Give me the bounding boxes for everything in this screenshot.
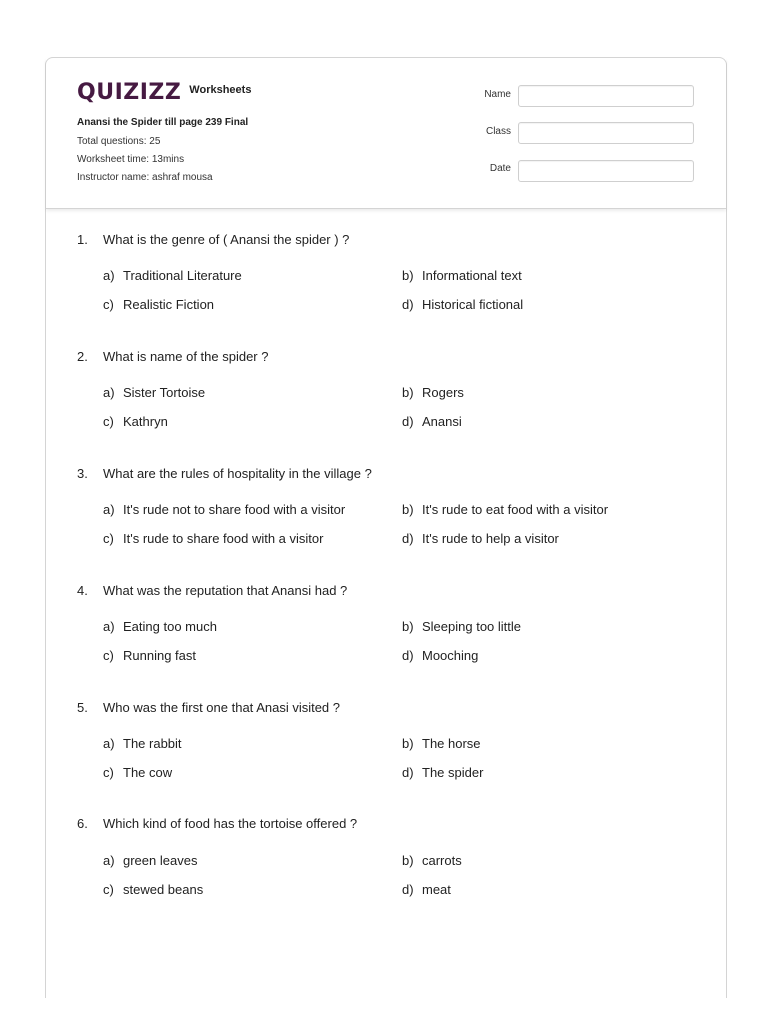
option-b [402,268,522,283]
option-a [103,268,242,283]
option-text: It's rude to share food with a visitor [123,531,324,546]
option-letter: b) [402,502,414,517]
option-text: meat [422,882,451,897]
option-text: Mooching [422,648,479,663]
option-b [402,385,464,400]
option-d [402,297,523,312]
instructor-name: Instructor name: ashraf mousa [77,172,213,183]
option-letter: b) [402,736,414,751]
question-number: 3. [77,466,88,481]
option-letter: d) [402,414,414,429]
option-text: Sleeping too little [422,619,522,634]
name-label: Name [484,89,511,100]
option-a [103,385,205,400]
question-text: Who was the first one that Anasi visited ? [103,700,341,715]
option-letter: d) [402,882,414,897]
option-text: Sister Tortoise [123,385,206,400]
option-d [402,648,478,663]
worksheet-title: Anansi the Spider till page 239 Final [77,117,249,128]
option-text: The spider [422,765,484,780]
option-letter: c) [103,648,114,663]
option-letter: a) [103,619,115,634]
option-letter: c) [103,531,114,546]
option-text: Traditional Literature [123,268,242,283]
option-letter: a) [103,385,115,400]
question-text: What was the reputation that Anansi had ? [103,583,348,598]
option-text: Rogers [422,385,464,400]
class-field[interactable] [518,122,694,144]
option-letter: c) [103,765,114,780]
option-text: Realistic Fiction [123,297,215,312]
option-d [402,414,462,429]
option-text: Anansi [422,414,462,429]
option-letter: a) [103,736,115,751]
option-letter: b) [402,619,414,634]
option-b [402,853,462,868]
brand [77,80,251,105]
option-letter: d) [402,648,414,663]
question-number: 5. [77,700,88,715]
option-letter: b) [402,385,414,400]
option-letter: b) [402,853,414,868]
worksheet-time: Worksheet time: 13mins [77,154,185,165]
worksheet-header [46,58,726,209]
option-letter: c) [103,297,114,312]
option-letter: d) [402,531,414,546]
option-letter: c) [103,882,114,897]
option-c [103,648,196,663]
option-d [402,882,451,897]
option-text: The horse [422,736,481,751]
option-text: Eating too much [123,619,217,634]
name-field[interactable] [518,85,694,107]
question-text: What is name of the spider ? [103,349,269,364]
question-text: Which kind of food has the tortoise offered ? [103,816,358,831]
class-label: Class [485,126,511,137]
option-text: The rabbit [123,736,182,751]
date-field[interactable] [518,160,694,182]
option-text: stewed beans [123,882,204,897]
date-label: Date [489,163,511,174]
option-letter: c) [103,414,114,429]
quizizz-logo: QUIZIZZ [77,80,182,105]
question-number: 4. [77,583,88,598]
option-letter: a) [103,502,115,517]
option-text: Running fast [123,648,196,663]
option-letter: d) [402,765,414,780]
option-text: Kathryn [123,414,168,429]
question-text: What is the genre of ( Anansi the spider ) ? [103,232,350,247]
option-b [402,619,521,634]
question-text: What are the rules of hospitality in the village ? [103,466,372,481]
option-b [402,502,608,517]
option-text: Historical fictional [422,297,524,312]
logo-subtitle: Worksheets [189,83,252,96]
question-number: 1. [77,232,88,247]
option-letter: b) [402,268,414,283]
option-text: It's rude not to share food with a visitor [123,502,346,517]
option-text: green leaves [123,853,198,868]
option-a [103,502,345,517]
option-text: carrots [422,853,462,868]
option-c [103,882,203,897]
option-text: Informational text [422,268,522,283]
option-text: It's rude to help a visitor [422,531,559,546]
option-letter: a) [103,853,115,868]
option-b [402,736,481,751]
option-c [103,765,172,780]
option-letter: a) [103,268,115,283]
option-a [103,853,197,868]
option-c [103,414,168,429]
option-c [103,531,323,546]
option-d [402,765,483,780]
option-text: The cow [123,765,173,780]
option-a [103,619,217,634]
option-a [103,736,182,751]
question-number: 2. [77,349,88,364]
option-c [103,297,214,312]
total-questions: Total questions: 25 [77,136,161,147]
option-d [402,531,559,546]
option-letter: d) [402,297,414,312]
question-number: 6. [77,816,88,831]
option-text: It's rude to eat food with a visitor [422,502,609,517]
